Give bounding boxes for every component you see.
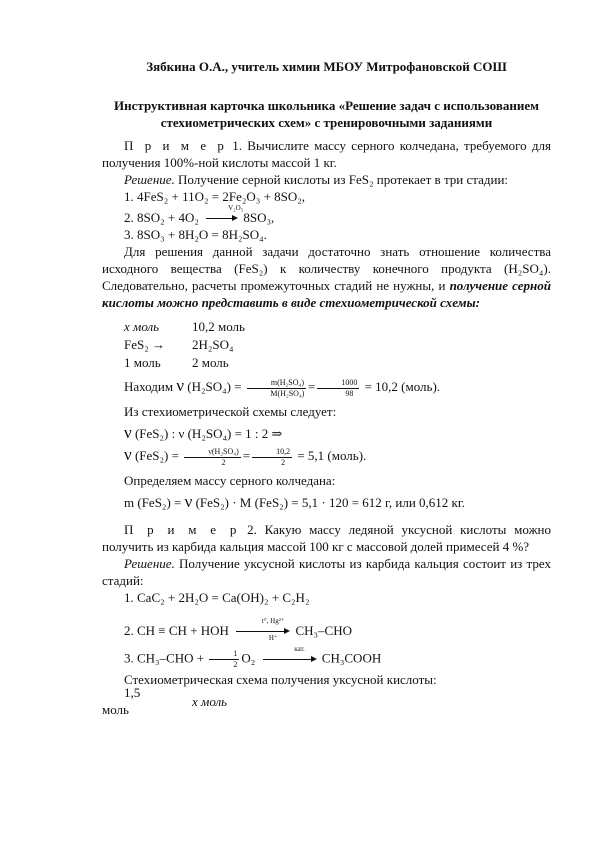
example-1-solution-intro: Решение. Получение серной кислоты из FeS₂ протекает в три стадии:: [124, 172, 509, 187]
scheme-row: 1 моль 2 моль: [124, 354, 229, 370]
author-line: Зябкина О.А., учитель химии МБОУ Митрофановской СОШ: [146, 59, 507, 74]
fraction: $\frac{1000}{98}$: [317, 378, 359, 399]
scheme-row: x моль 10,2 моль: [124, 318, 245, 334]
equation-2-3: 3. CH₃–CHO + $\frac{1}{2}$ O₂ кат. CH₃COOH: [124, 644, 382, 670]
catalyst-arrow: $\frac{\text{t°, Hg²⁺}}{H^+}$: [236, 625, 288, 639]
determine-mass-text: Определяем массу серного колчедана:: [124, 473, 336, 489]
equation-3: 3. 8SO₃ + 8H₂O = 8H₂SO₄.: [124, 227, 267, 243]
card-title-line-1: Инструктивная карточка школьника «Решение задач с использованием: [114, 98, 539, 113]
example-2-label: П р и м е р: [124, 522, 240, 538]
example-1-label: П р и м е р: [124, 138, 227, 153]
equation-2: 2. 8SO₂ + 4O₂ V₂O₅ 8SO₃,: [124, 204, 275, 225]
nu-fes2-line: ν (FeS₂) = $\frac{\text{ν(H₂SO₄)}}{2}$ = $\frac{10,2}{2}$ = 5,1 (моль).: [124, 445, 367, 467]
scheme-row: FeS₂ → 2H₂SO₄: [124, 336, 234, 352]
card-title-line-2: стехиометрических схем» с тренировочными заданиями: [160, 115, 493, 130]
solution-label: Решение.: [124, 172, 175, 187]
stoich-scheme-1: [102, 317, 551, 371]
equation-2-2: 2. CH ≡ CH + HOH $\frac{\text{t°, Hg²⁺}}{H^+}$ CH₃–CHO: [124, 617, 352, 643]
fraction: $\frac{1}{2}$: [209, 649, 239, 670]
solution-label: Решение.: [124, 556, 175, 572]
find-nu-line: Находим ν (H₂SO₄) = $\frac{\text{m(H₂SO₄)}}{\text{M(H₂SO₄)}}$ = $\frac{1000}{98}$ = 10,2 (моль).: [124, 376, 441, 398]
equation-2-1: 1. CaC₂ + 2H₂O = Ca(OH)₂ + C₂H₂: [124, 590, 310, 606]
fraction: $\frac{\text{ν(H₂SO₄)}}{2}$: [184, 447, 241, 468]
scheme-2-title: Стехиометрическая схема получения уксусной кислоты:: [124, 672, 437, 688]
catalyst-arrow: V₂O₅: [206, 212, 236, 226]
example-1-explanation: Для решения данной задачи достаточно знать отношение количества исходного вещества (FeS₂) к количеству конечного продукта (H₂SO₄). Следовательно, расчеты промежуточных стадий не нужны, и получение серной кислоты можно представить в виде стехиометрической схемы:: [102, 244, 551, 311]
fraction: $\frac{10,2}{2}$: [252, 447, 292, 468]
example-2-statement: П р и м е р 2. Какую массу ледяной уксусной кислоты можно получить из карбида кальция массой 100 кг с массовой долей примесей 4 %?: [102, 522, 552, 555]
equation-1: 1. 4FeS₂ + 11O₂ = 2Fe₂O₃ + 8SO₂,: [124, 189, 306, 204]
card-title: [102, 97, 551, 131]
ratio-line: ν (FeS₂) : ν (H₂SO₄) = 1 : 2 ⇒: [124, 423, 283, 443]
scheme-row: 1,5 моль x моль: [102, 685, 228, 718]
example-1-statement: П р и м е р 1. Вычислите массу серного колчедана, требуемого для получения 100%-ной кислоты массой 1 кг.: [102, 138, 551, 170]
example-2-solution-intro: Решение. Получение уксусной кислоты из карбида кальция состоит из трех стадий:: [102, 556, 551, 589]
catalyst-arrow: кат.: [263, 653, 315, 667]
from-scheme-text: Из стехиометрической схемы следует:: [124, 404, 337, 420]
mass-line: m (FeS₂) = ν (FeS₂) · M (FeS₂) = 5,1 · 120 = 612 г, или 0,612 кг.: [124, 492, 465, 512]
fraction: $\frac{\text{m(H₂SO₄)}}{\text{M(H₂SO₄)}}$: [247, 378, 306, 399]
